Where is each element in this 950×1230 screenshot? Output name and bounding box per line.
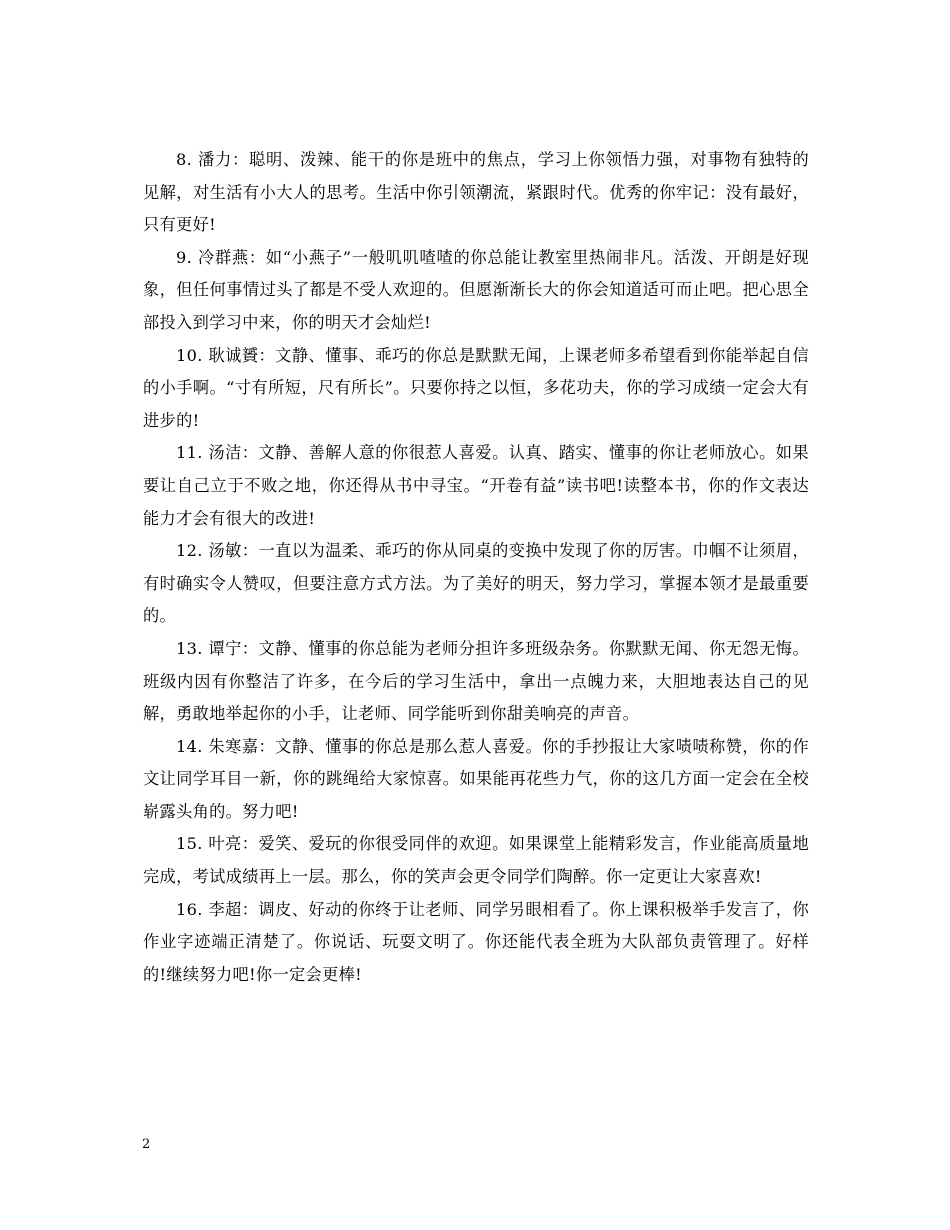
document-body — [143, 144, 809, 991]
comment-paragraph-13: 13. 谭宁：文静、懂事的你总能为老师分担许多班级杂务。你默默无闻、你无怨无悔。班级内因有你整洁了许多，在今后的学习生活中，拿出一点魄力来，大胆地表达自己的见解，勇敢地举起你的小手，让老师、同学能听到你甜美响亮的声音。 — [143, 638, 809, 724]
comment-paragraph-9: 9. 冷群燕：如“小燕子”一般叽叽喳喳的你总能让教室里热闹非凡。活泼、开朗是好现象，但任何事情过头了都是不受人欢迎的。但愿渐渐长大的你会知道适可而止吧。把心思全部投入到学习中来，你的明天才会灿烂! — [143, 247, 809, 332]
comment-paragraph-15: 15. 叶亮：爱笑、爱玩的你很受同伴的欢迎。如果课堂上能精彩发言，作业能高质量地完成，考试成绩再上一层。那么，你的笑声会更令同学们陶醉。你一定更让大家喜欢! — [143, 834, 809, 887]
comment-paragraph-11: 11. 汤洁：文静、善解人意的你很惹人喜爱。认真、踏实、懂事的你让老师放心。如果要让自己立于不败之地，你还得从书中寻宝。“开卷有益”读书吧!读整本书，你的作文表达能力才会有很大的改进! — [143, 443, 809, 528]
comment-paragraph-16: 16. 李超：调皮、好动的你终于让老师、同学另眼相看了。你上课积极举手发言了，你作业字迹端正清楚了。你说话、玩耍文明了。你还能代表全班为大队部负责管理了。好样的!继续努力吧!你一定会更棒! — [143, 899, 809, 984]
comment-paragraph-12: 12. 汤敏：一直以为温柔、乖巧的你从同桌的变换中发现了你的厉害。巾帼不让须眉，有时确实令人赞叹，但要注意方式方法。为了美好的明天，努力学习，掌握本领才是最重要的。 — [143, 541, 809, 626]
comment-paragraph-10: 10. 耿诚贇：文静、懂事、乖巧的你总是默默无闻，上课老师多希望看到你能举起自信的小手啊。“寸有所短，尺有所长”。只要你持之以恒，多花功夫，你的学习成绩一定会大有进步的! — [143, 345, 809, 430]
comment-paragraph-8: 8. 潘力：聪明、泼辣、能干的你是班中的焦点，学习上你领悟力强，对事物有独特的见解，对生活有小大人的思考。生活中你引领潮流，紧跟时代。优秀的你牢记：没有最好，只有更好! — [143, 150, 809, 235]
comment-paragraph-14: 14. 朱寒嘉：文静、懂事的你总是那么惹人喜爱。你的手抄报让大家啧啧称赞，你的作文让同学耳目一新，你的跳绳给大家惊喜。如果能再花些力气，你的这几方面一定会在全校崭露头角的。努力吧! — [143, 736, 809, 821]
page-number: 2 — [142, 1137, 151, 1152]
